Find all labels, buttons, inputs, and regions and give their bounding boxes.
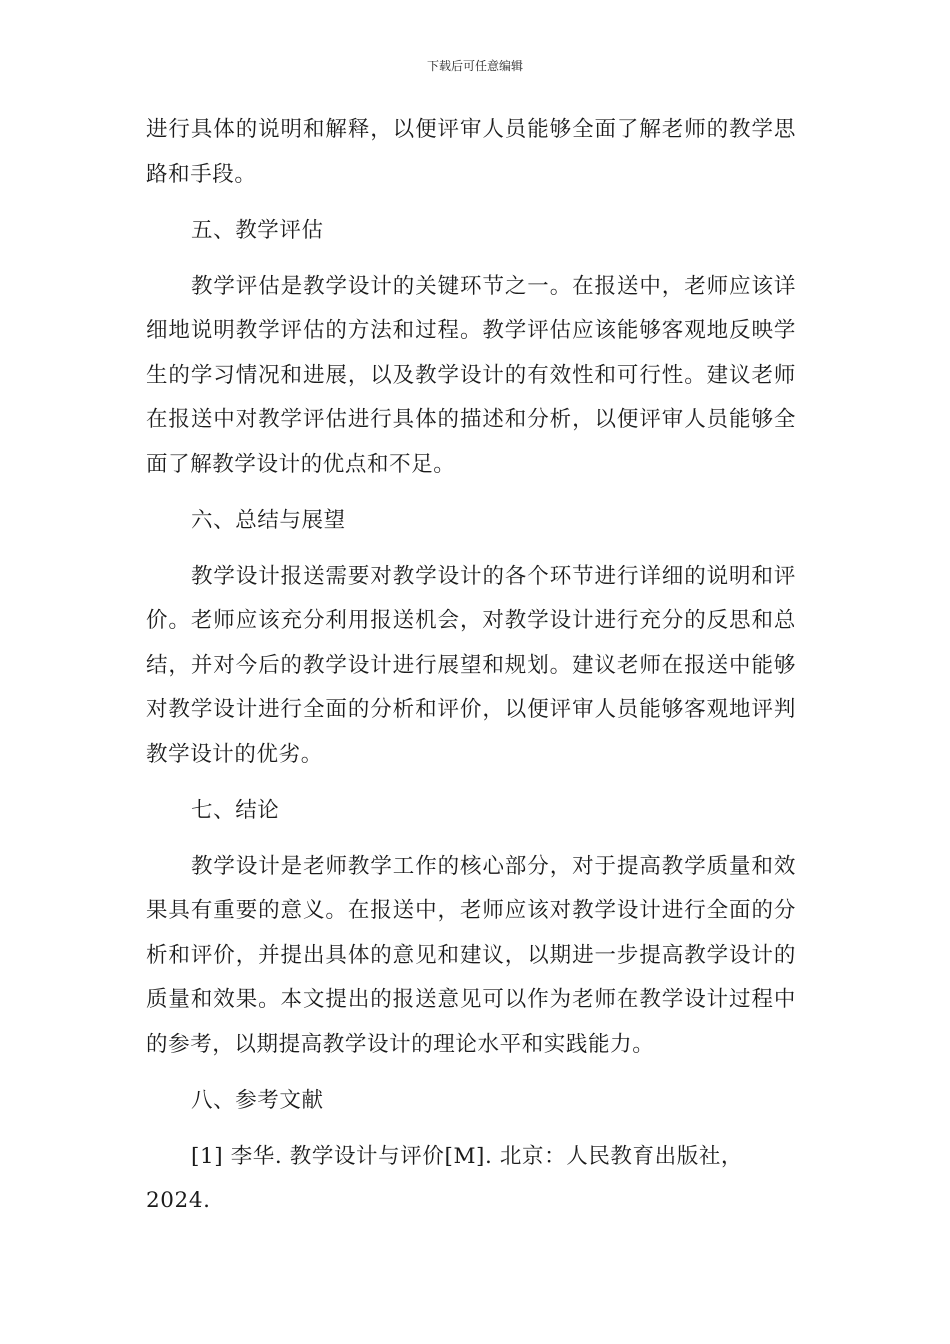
- document-body: [146, 108, 796, 1224]
- section-heading-conclusion: 七、结论: [191, 797, 280, 823]
- paragraph-continued: 进行具体的说明和解释，以便评审人员能够全面了解老师的教学思路和手段。: [146, 117, 796, 187]
- page-header: 下载后可任意编辑: [426, 59, 523, 73]
- paragraph-summary-outlook: 教学设计报送需要对教学设计的各个环节进行详细的说明和评价。老师应该充分利用报送机会，对教学设计进行充分的反思和总结，并对今后的教学设计进行展望和规划。建议老师在报送中能够对教学设计进行全面的分析和评价，以便评审人员能够客观地评判教学设计的优劣。: [146, 563, 796, 767]
- section-heading-references: 八、参考文献: [191, 1087, 324, 1113]
- section-heading-summary-outlook: 六、总结与展望: [191, 507, 346, 533]
- reference-item: [1] 李华. 教学设计与评价[M]. 北京：人民教育出版社，2024.: [146, 1143, 744, 1213]
- paragraph-conclusion: 教学设计是老师教学工作的核心部分，对于提高教学质量和效果具有重要的意义。在报送中，老师应该对教学设计进行全面的分析和评价，并提出具体的意见和建议，以期进一步提高教学设计的质量和效果。本文提出的报送意见可以作为老师在教学设计过程中的参考，以期提高教学设计的理论水平和实践能力。: [146, 853, 796, 1057]
- paragraph-teaching-evaluation: 教学评估是教学设计的关键环节之一。在报送中，老师应该详细地说明教学评估的方法和过程。教学评估应该能够客观地反映学生的学习情况和进展，以及教学设计的有效性和可行性。建议老师在报送中对教学评估进行具体的描述和分析，以便评审人员能够全面了解教学设计的优点和不足。: [146, 273, 796, 477]
- section-heading-teaching-evaluation: 五、教学评估: [191, 217, 324, 243]
